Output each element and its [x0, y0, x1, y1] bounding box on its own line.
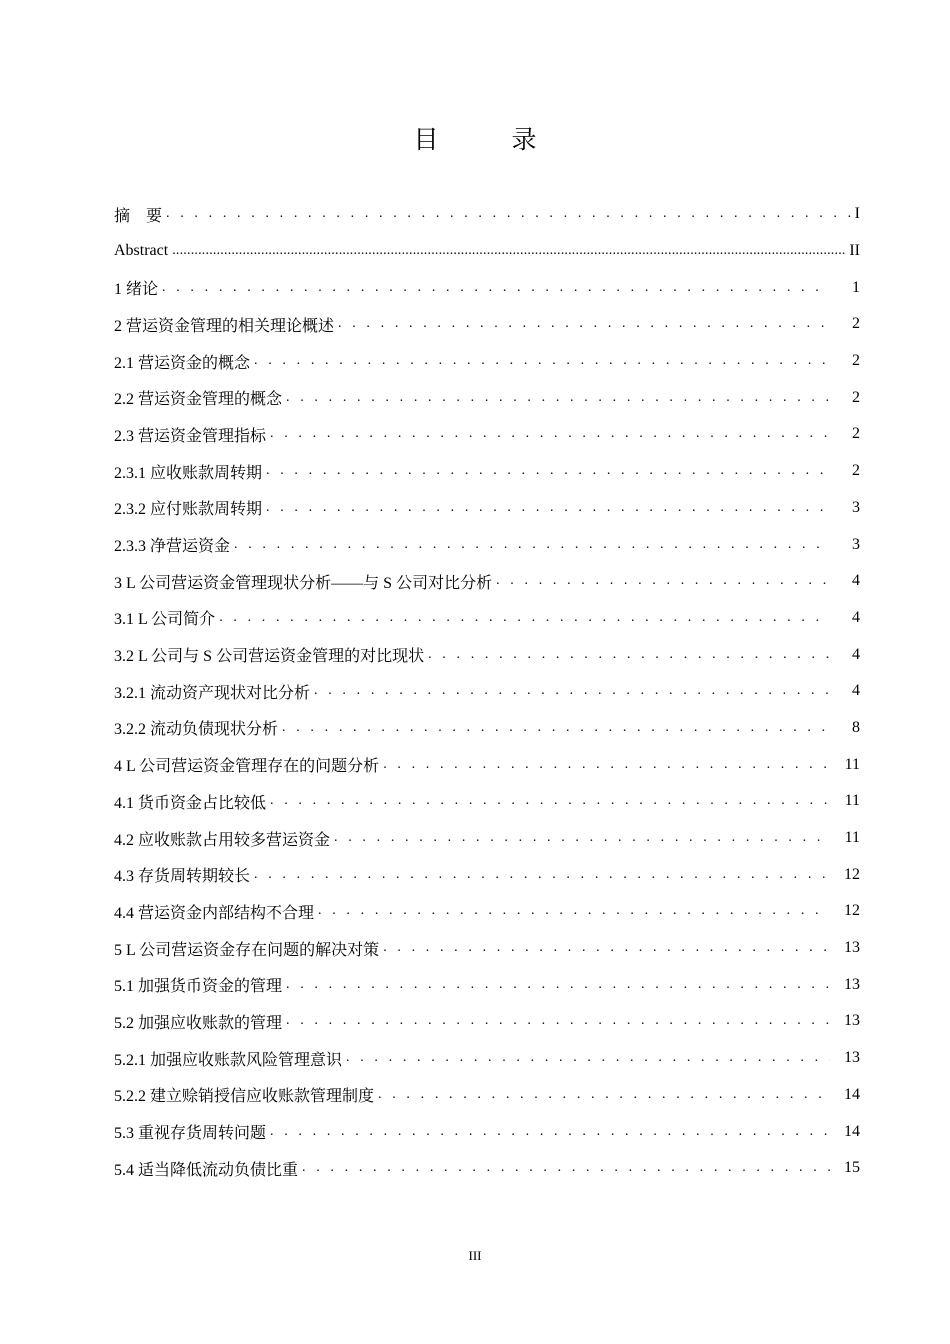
toc-leader-dots	[314, 683, 830, 699]
toc-entry-page: 12	[830, 902, 860, 920]
toc-leader-dots	[428, 647, 830, 663]
toc-entry-label: 5.2.2 建立赊销授信应收账款管理制度	[114, 1083, 378, 1106]
toc-entry-label: 4.1 货币资金占比较低	[114, 790, 270, 813]
toc-entry[interactable]	[114, 600, 860, 637]
toc-entry-page: 15	[830, 1159, 860, 1177]
toc-leader-dots	[270, 1124, 830, 1140]
toc-entry-label: 5.2 加强应收账款的管理	[114, 1010, 286, 1033]
toc-entry-page: 2	[830, 352, 860, 370]
toc-entry-label: 5.1 加强货币资金的管理	[114, 973, 286, 996]
toc-entry[interactable]	[114, 563, 860, 600]
toc-leader-dots	[219, 610, 830, 626]
toc-entry-page: I	[851, 205, 860, 223]
toc-entry-page: 11	[830, 792, 860, 810]
toc-leader-dots	[334, 830, 830, 846]
page-title: 目 录	[413, 125, 561, 154]
toc-entry-page: 4	[830, 572, 860, 590]
toc-entry[interactable]	[114, 343, 860, 380]
toc-entry[interactable]	[114, 526, 860, 563]
toc-entry[interactable]	[114, 856, 860, 893]
toc-entry-label: Abstract	[114, 242, 172, 260]
toc-entry-label: 3 L 公司营运资金管理现状分析——与 S 公司对比分析	[114, 570, 496, 593]
toc-entry-page: 11	[830, 829, 860, 847]
toc-leader-dots	[254, 353, 830, 369]
toc-entry[interactable]	[114, 490, 860, 527]
toc-entry-label: 2.3 营运资金管理指标	[114, 423, 270, 446]
toc-leader-dots	[266, 463, 830, 479]
toc-entry[interactable]	[114, 1040, 860, 1077]
toc-entry[interactable]	[114, 416, 860, 453]
toc-entry-label: 4.2 应收账款占用较多营运资金	[114, 827, 334, 850]
toc-entry[interactable]	[114, 673, 860, 710]
toc-leader-dots	[172, 243, 845, 259]
toc-entry-label: 5.3 重视存货周转问题	[114, 1120, 270, 1143]
toc-entry[interactable]	[114, 746, 860, 783]
page-number: III	[468, 1248, 482, 1263]
toc-entry-label: 1 绪论	[114, 276, 162, 299]
toc-entry[interactable]	[114, 966, 860, 1003]
toc-entry-page: 13	[830, 1012, 860, 1030]
toc-leader-dots	[338, 316, 830, 332]
toc-entry-page: 11	[830, 756, 860, 774]
toc-entry[interactable]	[114, 893, 860, 930]
toc-entry[interactable]	[114, 930, 860, 967]
toc-leader-dots	[346, 1050, 830, 1066]
toc-entry-page: 8	[830, 719, 860, 737]
toc-entry-page: 12	[830, 866, 860, 884]
toc-entry-label: 2 营运资金管理的相关理论概述	[114, 313, 338, 336]
toc-leader-dots	[254, 867, 830, 883]
toc-entry[interactable]	[114, 1003, 860, 1040]
table-of-contents	[114, 196, 860, 1187]
toc-entry[interactable]	[114, 379, 860, 416]
toc-entry-page: II	[845, 242, 860, 260]
toc-entry[interactable]	[114, 453, 860, 490]
toc-entry-page: 3	[830, 499, 860, 517]
toc-entry-label: 2.3.3 净营运资金	[114, 533, 234, 556]
toc-entry-label: 3.1 L 公司简介	[114, 606, 219, 629]
toc-leader-dots	[166, 206, 851, 222]
toc-entry[interactable]	[114, 1077, 860, 1114]
toc-entry-label: 5.2.1 加强应收账款风险管理意识	[114, 1047, 346, 1070]
toc-entry[interactable]	[114, 1113, 860, 1150]
toc-entry[interactable]	[114, 1150, 860, 1187]
toc-leader-dots	[496, 573, 830, 589]
toc-entry-label: 3.2.1 流动资产现状对比分析	[114, 680, 314, 703]
toc-entry-label: 5 L 公司营运资金存在问题的解决对策	[114, 937, 383, 960]
toc-entry-label: 5.4 适当降低流动负债比重	[114, 1157, 302, 1180]
toc-entry-label: 2.3.1 应收账款周转期	[114, 460, 266, 483]
toc-entry[interactable]	[114, 710, 860, 747]
toc-entry-label: 2.3.2 应付账款周转期	[114, 496, 266, 519]
toc-entry-abstract-en[interactable]	[114, 233, 860, 270]
toc-entry[interactable]	[114, 306, 860, 343]
toc-leader-dots	[286, 390, 830, 406]
toc-leader-dots	[286, 1013, 830, 1029]
toc-leader-dots	[234, 537, 830, 553]
toc-entry-label: 3.2 L 公司与 S 公司营运资金管理的对比现状	[114, 643, 428, 666]
toc-entry-page: 3	[830, 536, 860, 554]
toc-leader-dots	[162, 280, 830, 296]
toc-entry-label: 4.4 营运资金内部结构不合理	[114, 900, 318, 923]
toc-entry-page: 4	[830, 646, 860, 664]
toc-entry-page: 13	[830, 939, 860, 957]
toc-entry[interactable]	[114, 783, 860, 820]
toc-entry-page: 13	[830, 976, 860, 994]
toc-entry-label: 2.2 营运资金管理的概念	[114, 386, 286, 409]
toc-leader-dots	[383, 757, 830, 773]
toc-entry-page: 14	[830, 1086, 860, 1104]
toc-leader-dots	[378, 1087, 830, 1103]
toc-entry-label: 摘 要	[114, 203, 166, 226]
toc-entry-page: 1	[830, 279, 860, 297]
toc-entry-label: 4.3 存货周转期较长	[114, 863, 254, 886]
toc-entry-page: 2	[830, 462, 860, 480]
toc-entry[interactable]	[114, 636, 860, 673]
toc-leader-dots	[270, 793, 830, 809]
toc-leader-dots	[266, 500, 830, 516]
toc-leader-dots	[270, 426, 830, 442]
toc-leader-dots	[282, 720, 830, 736]
toc-entry[interactable]	[114, 820, 860, 857]
toc-leader-dots	[383, 940, 830, 956]
toc-entry-page: 2	[830, 425, 860, 443]
toc-entry-page: 4	[830, 682, 860, 700]
toc-entry-label: 2.1 营运资金的概念	[114, 350, 254, 373]
toc-entry-page: 13	[830, 1049, 860, 1067]
toc-entry-page: 2	[830, 389, 860, 407]
toc-leader-dots	[302, 1160, 830, 1176]
toc-entry-page: 2	[830, 315, 860, 333]
toc-leader-dots	[286, 977, 830, 993]
toc-entry-abstract-cn[interactable]	[114, 196, 860, 233]
toc-leader-dots	[318, 903, 830, 919]
toc-entry-label: 4 L 公司营运资金管理存在的问题分析	[114, 753, 383, 776]
toc-entry[interactable]	[114, 269, 860, 306]
toc-entry-page: 14	[830, 1123, 860, 1141]
toc-entry-page: 4	[830, 609, 860, 627]
toc-entry-label: 3.2.2 流动负债现状分析	[114, 716, 282, 739]
